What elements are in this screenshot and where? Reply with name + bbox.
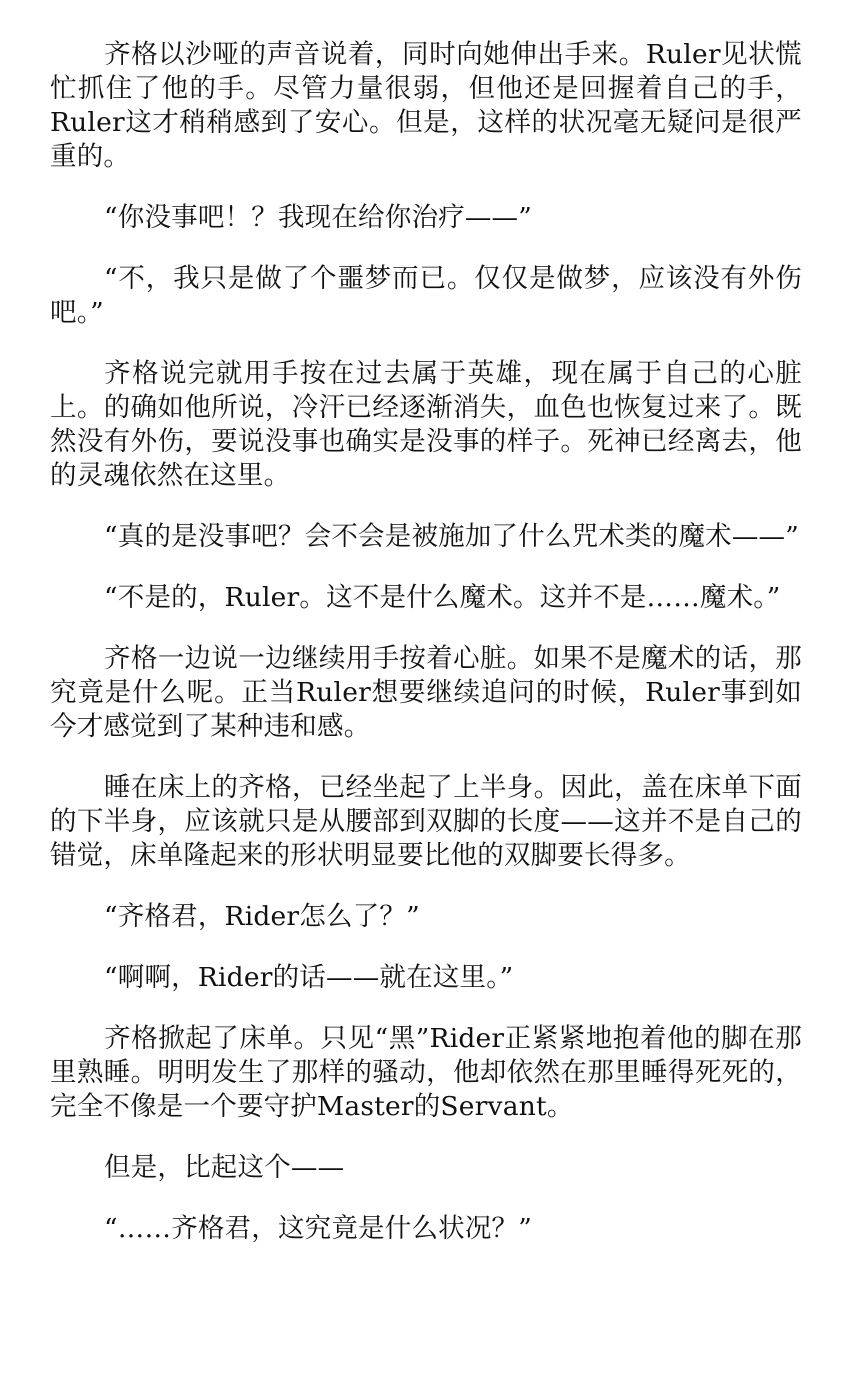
dialogue-line: “你没事吧！？我现在给你治疗——”: [104, 202, 532, 233]
dialogue-line: “不是的，Ruler。这不是什么魔术。这并不是……魔术。”: [104, 582, 781, 613]
paragraph: 但是，比起这个——: [104, 1152, 345, 1183]
dialogue-line: “真的是没事吧？会不会是被施加了什么咒术类的魔术——”: [104, 521, 799, 552]
dialogue-line: “齐格君，Rider怎么了？”: [104, 901, 420, 932]
paragraph: 齐格掀起了床单。只见“黑”Rider正紧紧地抱着他的脚在那里熟睡。明明发生了那样的骚动，他却依然在那里睡得死死的，完全不像是一个要守护Master的Servant。: [50, 1023, 802, 1122]
paragraph: 齐格说完就用手按在过去属于英雄，现在属于自己的心脏上。的确如他所说，冷汗已经逐渐消失，血色也恢复过来了。既然没有外伤，要说没事也确实是没事的样子。死神已经离去，他的灵魂依然在这里。: [50, 358, 802, 491]
dialogue-line: “啊啊，Rider的话——就在这里。”: [104, 962, 514, 993]
dialogue-line: “……齐格君，这究竟是什么状况？”: [104, 1213, 532, 1244]
paragraph: 齐格以沙哑的声音说着，同时向她伸出手来。Ruler见状慌忙抓住了他的手。尽管力量很弱，但他还是回握着自己的手，Ruler这才稍稍感到了安心。但是，这样的状况毫无疑问是很严重的。: [50, 39, 802, 172]
dialogue-line: “不，我只是做了个噩梦而已。仅仅是做梦，应该没有外伤吧。”: [50, 263, 802, 328]
paragraph: 齐格一边说一边继续用手按着心脏。如果不是魔术的话，那究竟是什么呢。正当Ruler想要继续追问的时候，Ruler事到如今才感觉到了某种违和感。: [50, 643, 802, 742]
paragraph: 睡在床上的齐格，已经坐起了上半身。因此，盖在床单下面的下半身，应该就只是从腰部到双脚的长度——这并不是自己的错觉，床单隆起来的形状明显要比他的双脚要长得多。: [50, 772, 802, 871]
novel-page: [50, 38, 802, 1273]
